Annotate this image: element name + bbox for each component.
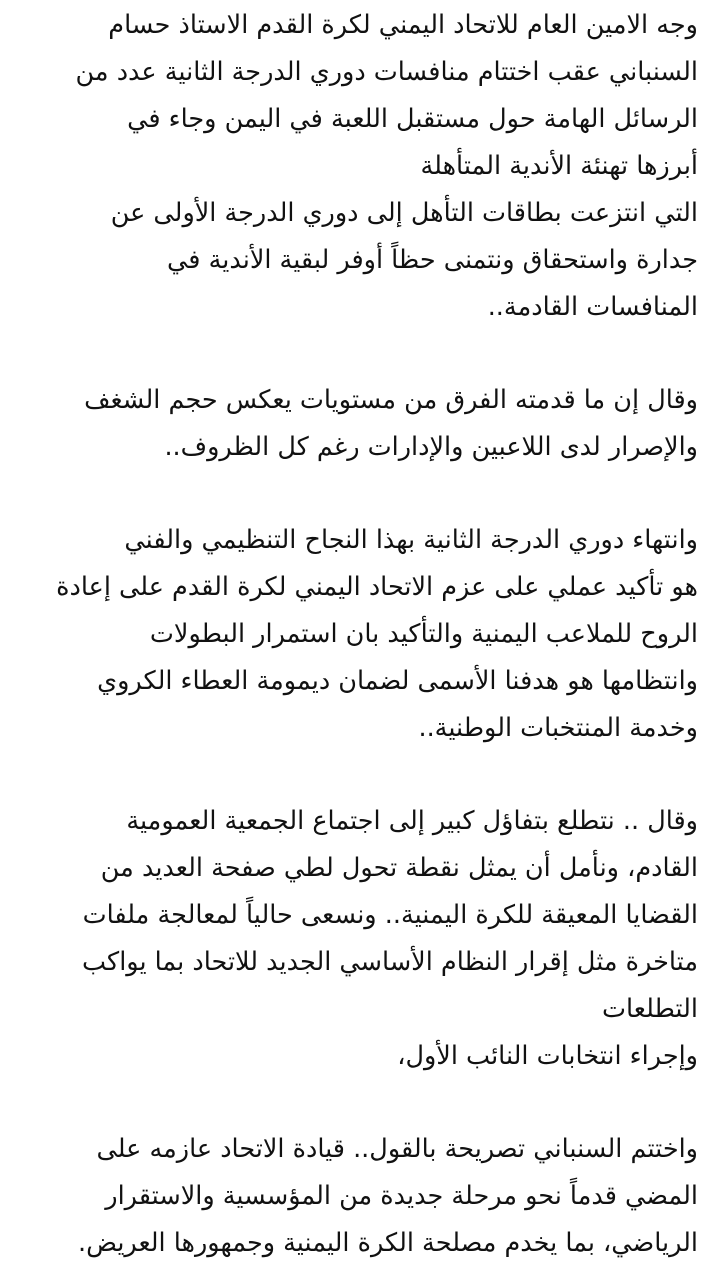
article-text <box>0 2 720 1267</box>
text-line: المنافسات القادمة.. <box>487 292 698 322</box>
text-line: وخدمة المنتخبات الوطنية.. <box>418 713 698 743</box>
text-line: متاخرة مثل إقرار النظام الأساسي الجديد للاتحاد بما يواكب <box>82 947 698 977</box>
text-line: الروح للملاعب اليمنية والتأكيد بان استمرار البطولات <box>149 619 698 649</box>
paragraph-3 <box>22 517 698 752</box>
text-line: الرسائل الهامة حول مستقبل اللعبة في اليمن وجاء في <box>127 104 698 134</box>
text-line: أبرزها تهنئة الأندية المتأهلة <box>420 151 698 181</box>
paragraph-2 <box>22 377 698 471</box>
text-line: وانتهاء دوري الدرجة الثانية بهذا النجاح التنظيمي والفني <box>124 525 698 555</box>
text-line: وإجراء انتخابات النائب الأول، <box>397 1041 698 1071</box>
text-line: التي انتزعت بطاقات التأهل إلى دوري الدرجة الأولى عن <box>110 198 698 228</box>
text-line: القضايا المعيقة للكرة اليمنية.. ونسعى حالياً لمعالجة ملفات <box>82 900 698 930</box>
text-line: المضي قدماً نحو مرحلة جديدة من المؤسسية والاستقرار <box>105 1181 698 1211</box>
text-line: التطلعات <box>602 994 698 1024</box>
text-line: السنباني عقب اختتام منافسات دوري الدرجة الثانية عدد من <box>75 57 698 87</box>
text-line: والإصرار لدى اللاعبين والإدارات رغم كل الظروف.. <box>164 432 698 462</box>
text-line: وانتظامها هو هدفنا الأسمى لضمان ديمومة العطاء الكروي <box>97 666 698 696</box>
paragraph-spacer <box>22 471 698 517</box>
text-line: القادم، ونأمل أن يمثل نقطة تحول لطي صفحة العديد من <box>100 853 698 883</box>
paragraph-1 <box>22 2 698 331</box>
text-line: هو تأكيد عملي على عزم الاتحاد اليمني لكرة القدم على إعادة <box>56 572 698 602</box>
paragraph-4 <box>22 798 698 1080</box>
paragraph-spacer <box>22 752 698 798</box>
text-line: جدارة واستحقاق ونتمنى حظاً أوفر لبقية الأندية في <box>167 245 698 275</box>
text-line: الرياضي، بما يخدم مصلحة الكرة اليمنية وجمهورها العريض. <box>77 1228 698 1258</box>
paragraph-5 <box>22 1126 698 1267</box>
paragraph-spacer <box>22 331 698 377</box>
text-line: وجه الامين العام للاتحاد اليمني لكرة القدم الاستاذ حسام <box>108 10 698 40</box>
paragraph-spacer <box>22 1080 698 1126</box>
text-line: واختتم السنباني تصريحة بالقول.. قيادة الاتحاد عازمه على <box>96 1134 698 1164</box>
text-line: وقال .. نتطلع بتفاؤل كبير إلى اجتماع الجمعية العمومية <box>126 806 698 836</box>
text-line: وقال إن ما قدمته الفرق من مستويات يعكس حجم الشغف <box>84 385 698 415</box>
